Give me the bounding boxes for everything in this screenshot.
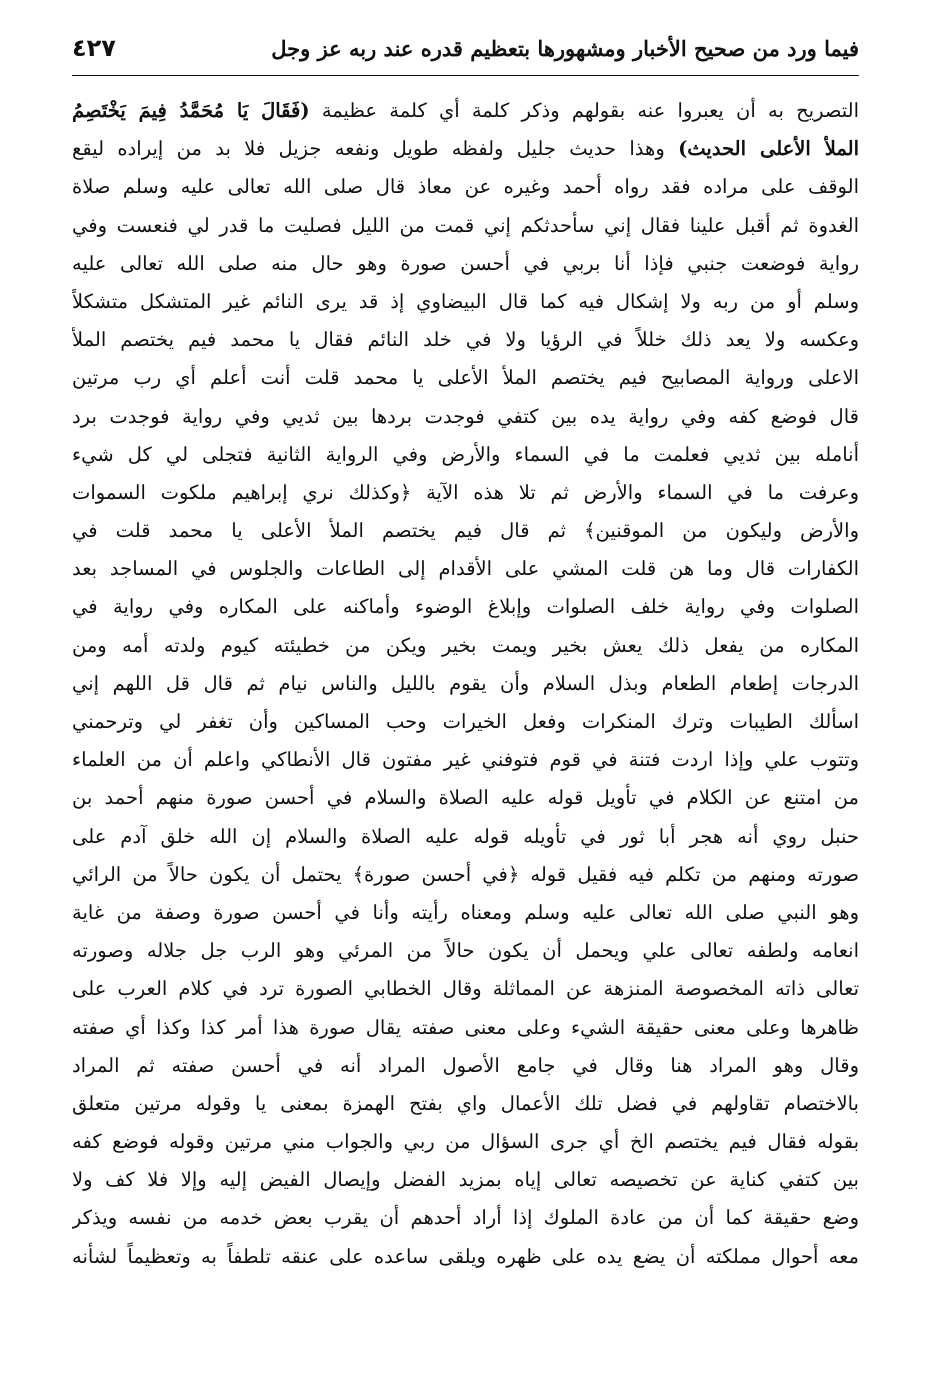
- text-run: وعكسه ولا يعد ذلك خللاً في الرؤيا ولا في خلد النائم فقال يا محمد فيم يختصم الملأ: [72, 328, 859, 352]
- text-line: [72, 245, 859, 283]
- text-run: وهو النبي صلى الله تعالى عليه وسلم ومعناه رأيته وأنا في أحسن صورة وصفة من غاية: [72, 900, 859, 924]
- text-run: الدرجات إطعام الطعام وبذل السلام وأن يقوم بالليل والناس نيام ثم قال قل اللهم إني: [72, 671, 859, 695]
- text-run: من امتنع عن الكلام في تأويل قوله عليه الصلاة والسلام في أحسن صورة منهم أحمد بن: [72, 786, 859, 810]
- text-run: وضع حقيقة كما أن من عادة الملوك إذا أراد أحدهم أن يقرب بعض خدمه من نفسه ويذكر: [72, 1206, 859, 1230]
- text-line: [72, 588, 859, 626]
- text-run: حنبل روي أنه هجر أبا ثور في تأويله قوله عليه الصلاة والسلام إن الله خلق آدم على: [72, 824, 859, 848]
- text-run: بالاختصام تقاولهم في فضل تلك الأعمال واي بفتح الهمزة بمعنى يا وقوله مرتين متعلق: [72, 1091, 859, 1115]
- text-line: [72, 130, 859, 168]
- bold-phrase: الملأ الأعلى الحديث): [678, 137, 859, 161]
- text-line: [72, 512, 859, 550]
- text-line: [72, 207, 859, 245]
- text-line: [72, 665, 859, 703]
- bold-phrase: (فَقَالَ يَا مُحَمَّدُ فِيمَ يَخْتَصِمُ: [72, 99, 310, 122]
- text-line: [72, 1238, 859, 1276]
- text-run: تعالى ذاته المخصوصة المنزهة عن المماثلة وقال الخطابي الصورة ترد في كلام العرب على: [72, 977, 859, 1001]
- text-line: [72, 741, 859, 779]
- text-run: اسألك الطيبات وترك المنكرات وفعل الخيرات وحب المساكين وأن تغفر لي وترحمني: [72, 710, 859, 733]
- text-line: [72, 818, 859, 856]
- text-run: وعرفت ما في السماء والأرض ثم تلا هذه الآية ﴿وكذلك نري إبراهيم ملكوت السموات: [72, 480, 859, 504]
- text-line: [72, 550, 859, 588]
- text-line: [72, 1123, 859, 1161]
- text-line: [72, 436, 859, 474]
- text-run: الوقف على مراده فقد رواه أحمد وغيره عن معاذ قال صلى الله تعالى عليه وسلم صلاة: [72, 175, 859, 199]
- text-line: [72, 703, 859, 741]
- text-run: ظاهرها وعلى معنى حقيقة الشيء وعلى معنى صفته يقال صورة هذا أمر كذا وكذا أي صفته: [72, 1015, 859, 1039]
- page-number: ٤٢٧: [72, 34, 116, 62]
- text-run: بقوله فقال فيم يختصم الخ أي جرى السؤال من ربي والجواب مني مرتين وقوله فوضع كفه: [72, 1130, 859, 1154]
- text-line: [72, 932, 859, 970]
- text-line: [72, 970, 859, 1008]
- text-line: [72, 1009, 859, 1047]
- text-line: [72, 894, 859, 932]
- text-line: [72, 1199, 859, 1237]
- text-line: [72, 1161, 859, 1199]
- running-header: [72, 28, 859, 68]
- text-run: الكفارات قال وما هن قلت المشي على الأقدام إلى الطاعات والجلوس في المساجد بعد: [72, 557, 859, 581]
- text-run: رواية فوضعت جنبي فإذا أنا بربي في أحسن صورة وهو حال منه صلى الله تعالى عليه: [72, 251, 859, 275]
- text-run: وتتوب علي وإذا اردت فتنة في قوم فتوفني غير مفتون قال الأنطاكي واعلم أن من العلماء: [72, 748, 859, 772]
- text-run: قال فوضع كفه وفي رواية يده بين كتفي فوجدت بردها بين ثديي وفي رواية فوجدت برد: [72, 404, 859, 428]
- body-text: [72, 92, 859, 1276]
- text-line: [72, 168, 859, 206]
- text-run: الغدوة ثم أقبل علينا فقال إني سأحدثكم إني قمت من الليل فصليت ما قدر لي فنعست وفي: [72, 213, 859, 237]
- text-line: [72, 398, 859, 436]
- text-line: [72, 359, 859, 397]
- text-run: بين كتفي كناية عن تخصيصه تعالى إياه بمزيد الفضل وإيصال الفيض إليه وإلا فلا كف ولا: [72, 1168, 859, 1192]
- header-rule: [72, 75, 859, 76]
- text-run: التصريح به أن يعبروا عنه بقولهم وذكر كلمة أي كلمة عظيمة: [309, 99, 859, 122]
- text-line: [72, 627, 859, 665]
- text-line: [72, 321, 859, 359]
- text-line: [72, 92, 859, 130]
- text-run: صورته ومنهم من تكلم فيه فقيل قوله ﴿في أحسن صورة﴾ يحتمل أن يكون حالاً من الرائي: [72, 862, 859, 886]
- text-run: الصلوات وفي رواية خلف الصلوات وإبلاغ الوضوء وأماكنه على المكاره وفي رواية في: [72, 595, 859, 619]
- text-run: الاعلى ورواية المصابيح فيم يختصم الملأ الأعلى يا محمد قلت أنت أعلم أي رب مرتين: [72, 366, 859, 390]
- text-line: [72, 1085, 859, 1123]
- text-line: [72, 283, 859, 321]
- text-line: [72, 856, 859, 894]
- text-run: انعامه ولطفه تعالى علي ويحمل أن يكون حالاً من المرئي وهو الرب جل جلاله وصورته: [72, 939, 859, 963]
- text-line: [72, 1047, 859, 1085]
- text-run: والأرض وليكون من الموقنين﴾ ثم قال فيم يختصم الملأ الأعلى يا محمد قلت في: [72, 519, 859, 543]
- text-run: وسلم أو من ربه ولا إشكال فيه كما قال البيضاوي إذ قد يرى النائم غير المتشكل متشكلاً: [72, 289, 859, 313]
- text-run: وقال وهو المراد هنا وقال في جامع الأصول المراد أنه في أحسن صفته ثم المراد: [72, 1053, 859, 1077]
- text-line: [72, 474, 859, 512]
- text-run: معه أحوال مملكته أن يضع يده على ظهره ويلقى ساعده على عنقه تلطفاً به وتعظيماً لشأنه: [72, 1244, 859, 1268]
- text-run: أنامله بين ثديي فعلمت ما في السماء والأرض وفي الرواية الثانية فتجلى لي كل شيء: [72, 442, 859, 466]
- text-run: المكاره من يفعل ذلك يعش بخير ويمت بخير ويكن من خطيئته كيوم ولدته أمه ومن: [72, 633, 859, 657]
- text-line: [72, 779, 859, 817]
- header-title: فيما ورد من صحيح الأخبار ومشهورها بتعظيم قدره عند ربه عز وجل: [271, 35, 859, 61]
- text-run: وهذا حديث جليل ولفظه طويل ونفعه جزيل فلا بد من إيراده ليقع: [72, 137, 679, 161]
